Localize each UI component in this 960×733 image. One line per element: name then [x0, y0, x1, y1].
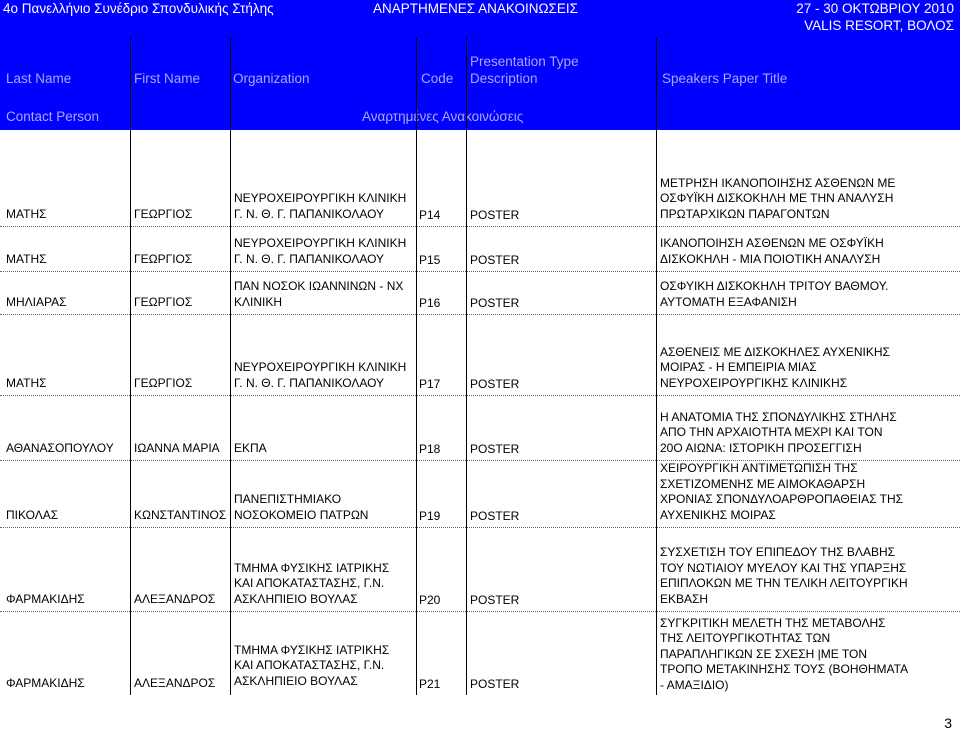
row-divider	[0, 271, 960, 272]
cell-paper-title-line: ΙΚΑΝΟΠΟΙΗΣΗ ΑΣΘΕΝΩΝ ΜΕ ΟΣΦΥΪΚΗ	[660, 236, 884, 250]
cell-presentation-type: POSTER	[470, 441, 520, 456]
cell-paper-title-line: ΕΚΒΑΣΗ	[660, 591, 709, 606]
page-number: 3	[944, 715, 952, 731]
cell-code: P21	[419, 676, 441, 691]
col-organization: Organization	[233, 71, 310, 86]
cell-last-name: ΜΑΤΗΣ	[6, 375, 47, 390]
cell-last-name: ΦΑΡΜΑΚΙΔΗΣ	[6, 675, 85, 690]
cell-last-name: ΜΑΤΗΣ	[6, 206, 47, 221]
cell-organization-line: Γ. Ν. Θ. Γ. ΠΑΠΑΝΙΚΟΛΑΟΥ	[234, 375, 385, 390]
cell-paper-title-line: ΟΣΦΥΪΚΗ ΔΙΣΚΟΚΗΛΗ ΜΕ ΤΗΝ ΑΝΑΛΥΣΗ	[660, 191, 894, 205]
cell-paper-title-line: ΑΥΤΟΜΑΤΗ ΕΞΑΦΑΝΙΣΗ	[660, 294, 797, 309]
col-last-name: Last Name	[6, 71, 72, 86]
cell-paper-title-line: ΑΥΧΕΝΙΚΗΣ ΜΟΙΡΑΣ	[660, 507, 776, 522]
cell-paper-title-line: ΤΗΣ ΛΕΙΤΟΥΡΓΙΚΟΤΗΤΑΣ ΤΩΝ	[660, 631, 831, 645]
cell-organization-line: ΑΣΚΛΗΠΙΕΙΟ ΒΟΥΛΑΣ	[234, 673, 358, 688]
column-divider	[656, 38, 657, 695]
col-presentation-type: Presentation Type	[470, 54, 579, 69]
col-code: Code	[421, 71, 454, 86]
cell-paper-title-line: ΑΣΘΕΝΕΙΣ ΜΕ ΔΙΣΚΟΚΗΛΕΣ ΑΥΧΕΝΙΚΗΣ	[660, 344, 890, 359]
posted-section-label: Αναρτημένες Ανακοινώσεις	[362, 109, 524, 124]
cell-organization-line: ΕΚΠΑ	[234, 440, 267, 455]
cell-code: P18	[419, 441, 441, 456]
cell-organization-line: ΠΑΝΕΠΙΣΤΗΜΙΑΚΟ	[234, 492, 342, 506]
cell-last-name: ΜΗΛΙΑΡΑΣ	[6, 294, 67, 309]
cell-first-name: ΑΛΕΞΑΝΔΡΟΣ	[134, 675, 216, 690]
cell-presentation-type: POSTER	[470, 676, 520, 691]
column-divider	[466, 38, 467, 695]
cell-organization-line: ΚΑΙ ΑΠΟΚΑΤΑΣΤΑΣΗΣ, Γ.Ν.	[234, 576, 385, 590]
cell-organization-line: ΤΜΗΜΑ ΦΥΣΙΚΗΣ ΙΑΤΡΙΚΗΣ	[234, 560, 390, 575]
cell-organization-line: ΝΟΣΟΚΟΜΕΙΟ ΠΑΤΡΩΝ	[234, 507, 369, 522]
cell-paper-title-line: Η ΑΝΑΤΟΜΙΑ ΤΗΣ ΣΠΟΝΔΥΛΙΚΗΣ ΣΤΗΛΗΣ	[660, 409, 897, 424]
cell-paper-title-line: ΣΥΓΚΡΙΤΙΚΗ ΜΕΛΕΤΗ ΤΗΣ ΜΕΤΑΒΟΛΗΣ	[660, 615, 886, 630]
col-paper-title: Speakers Paper Title	[662, 71, 788, 86]
row-divider	[0, 527, 960, 528]
row-divider	[0, 395, 960, 396]
cell-organization-line: Γ. Ν. Θ. Γ. ΠΑΠΑΝΙΚΟΛΑΟΥ	[234, 251, 385, 266]
cell-first-name: ΓΕΩΡΓΙΟΣ	[134, 375, 193, 390]
cell-first-name: ΓΕΩΡΓΙΟΣ	[134, 294, 193, 309]
cell-paper-title-line: ΤΡΟΠΟ ΜΕΤΑΚΙΝΗΣΗΣ ΤΟΥΣ (ΒΟΗΘΗΜΑΤΑ	[660, 662, 909, 676]
cell-first-name: ΙΩΑΝΝΑ ΜΑΡΙΑ	[134, 440, 220, 455]
cell-paper-title-line: ΑΠΟ ΤΗΝ ΑΡΧΑΙΟΤΗΤΑ ΜΕΧΡΙ ΚΑΙ ΤΟΝ	[660, 425, 883, 439]
cell-paper-title-line: ΧΡΟΝΙΑΣ ΣΠΟΝΔΥΛΟΑΡΘΡΟΠΑΘΕΙΑΣ ΤΗΣ	[660, 492, 904, 506]
column-header-bar	[0, 38, 960, 130]
row-divider	[0, 611, 960, 612]
cell-organization-line: ΤΜΗΜΑ ΦΥΣΙΚΗΣ ΙΑΤΡΙΚΗΣ	[234, 642, 390, 657]
cell-last-name: ΜΑΤΗΣ	[6, 251, 47, 266]
col-contact-person: Contact Person	[6, 109, 100, 124]
row-divider	[0, 314, 960, 315]
cell-paper-title-line: ΧΕΙΡΟΥΡΓΙΚΗ ΑΝΤΙΜΕΤΩΠΙΣΗ ΤΗΣ	[660, 461, 858, 475]
cell-code: P20	[419, 592, 441, 607]
cell-organization-line: ΚΑΙ ΑΠΟΚΑΤΑΣΤΑΣΗΣ, Γ.Ν.	[234, 658, 385, 672]
cell-presentation-type: POSTER	[470, 252, 520, 267]
report-title-bar	[0, 0, 960, 38]
col-first-name: First Name	[134, 71, 201, 86]
cell-paper-title-line: ΟΣΦΥΙΚΗ ΔΙΣΚΟΚΗΛΗ ΤΡΙΤΟΥ ΒΑΘΜΟΥ.	[660, 279, 889, 293]
cell-code: P15	[419, 252, 441, 267]
cell-paper-title-line: ΔΙΣΚΟΚΗΛΗ - ΜΙΑ ΠΟΙΟΤΙΚΗ ΑΝΑΛΥΣΗ	[660, 251, 881, 266]
cell-first-name: ΓΕΩΡΓΙΟΣ	[134, 206, 193, 221]
cell-code: P16	[419, 295, 441, 310]
conference-date: 27 - 30 ΟΚΤΩΒΡΙΟΥ 2010	[796, 1, 954, 16]
cell-first-name: ΑΛΕΞΑΝΔΡΟΣ	[134, 591, 216, 606]
cell-last-name: ΑΘΑΝΑΣΟΠΟΥΛΟΥ	[6, 440, 114, 455]
cell-paper-title-line: 20Ο ΑΙΩΝΑ: ΙΣΤΟΡΙΚΗ ΠΡΟΣΕΓΓΙΣΗ	[660, 440, 862, 455]
cell-presentation-type: POSTER	[470, 508, 520, 523]
cell-organization-line: ΑΣΚΛΗΠΙΕΙΟ ΒΟΥΛΑΣ	[234, 591, 358, 606]
cell-organization-line: ΝΕΥΡΟΧΕΙΡΟΥΡΓΙΚΗ ΚΛΙΝΙΚΗ	[234, 360, 407, 374]
cell-last-name: ΦΑΡΜΑΚΙΔΗΣ	[6, 591, 85, 606]
cell-organization-line: ΝΕΥΡΟΧΕΙΡΟΥΡΓΙΚΗ ΚΛΙΝΙΚΗ	[234, 191, 407, 205]
cell-code: P19	[419, 508, 441, 523]
cell-paper-title-line: ΜΕΤΡΗΣΗ ΙΚΑΝΟΠΟΙΗΣΗΣ ΑΣΘΕΝΩΝ ΜΕ	[660, 175, 896, 190]
conference-venue: VALIS RESORT, ΒΟΛΟΣ	[804, 18, 954, 33]
cell-paper-title-line: ΣΥΣΧΕΤΙΣΗ ΤΟΥ ΕΠΙΠΕΔΟΥ ΤΗΣ ΒΛΑΒΗΣ	[660, 545, 896, 559]
cell-paper-title-line: ΜΟΙΡΑΣ - Η ΕΜΠΕΙΡΙΑ ΜΙΑΣ	[660, 360, 817, 374]
section-title: ΑΝΑΡΤΗΜΕΝΕΣ ΑΝΑΚΟΙΝΩΣΕΙΣ	[373, 1, 578, 16]
cell-organization-line: ΠΑΝ ΝΟΣΟΚ ΙΩΑΝΝΙΝΩΝ - ΝΧ	[234, 279, 404, 293]
cell-presentation-type: POSTER	[470, 207, 520, 222]
cell-organization-line: ΝΕΥΡΟΧΕΙΡΟΥΡΓΙΚΗ ΚΛΙΝΙΚΗ	[234, 236, 407, 250]
column-divider	[230, 38, 231, 695]
column-divider	[130, 38, 131, 695]
cell-presentation-type: POSTER	[470, 376, 520, 391]
cell-paper-title-line: - ΑΜΑΞΙΔΙΟ)	[660, 677, 729, 692]
cell-organization-line: ΚΛΙΝΙΚΗ	[234, 294, 283, 309]
cell-first-name: ΓΕΩΡΓΙΟΣ	[134, 251, 193, 266]
cell-paper-title-line: ΤΟΥ ΝΩΤΙΑΙΟΥ ΜΥΕΛΟΥ ΚΑΙ ΤΗΣ ΥΠΑΡΞΗΣ	[660, 560, 907, 575]
cell-paper-title-line: ΕΠΙΠΛΟΚΩΝ ΜΕ ΤΗΝ ΤΕΛΙΚΗ ΛΕΙΤΟΥΡΓΙΚΗ	[660, 576, 908, 590]
cell-first-name: ΚΩΝΣΤΑΝΤΙΝΟΣ	[134, 507, 227, 522]
col-description: Description	[470, 71, 538, 86]
conference-name: 4ο Πανελλήνιο Συνέδριο Σπονδυλικής Στήλης	[3, 1, 274, 16]
row-divider	[0, 226, 960, 227]
cell-paper-title-line: ΠΑΡΑΠΛΗΓΙΚΩΝ ΣΕ ΣΧΕΣΗ |ΜΕ ΤΟΝ	[660, 646, 867, 661]
cell-paper-title-line: ΝΕΥΡΟΧΕΙΡΟΥΡΓΙΚΗΣ ΚΛΙΝΙΚΗΣ	[660, 375, 848, 390]
cell-paper-title-line: ΣΧΕΤΙΖΟΜΕΝΗΣ ΜΕ ΑΙΜΟΚΑΘΑΡΣΗ	[660, 476, 866, 491]
cell-code: P14	[419, 207, 441, 222]
cell-paper-title-line: ΠΡΩΤΑΡΧΙΚΩΝ ΠΑΡΑΓΟΝΤΩΝ	[660, 206, 830, 221]
cell-last-name: ΠΙΚΟΛΑΣ	[6, 507, 59, 522]
cell-organization-line: Γ. Ν. Θ. Γ. ΠΑΠΑΝΙΚΟΛΑΟΥ	[234, 206, 385, 221]
column-divider	[416, 38, 417, 695]
cell-presentation-type: POSTER	[470, 295, 520, 310]
cell-presentation-type: POSTER	[470, 592, 520, 607]
cell-code: P17	[419, 376, 441, 391]
